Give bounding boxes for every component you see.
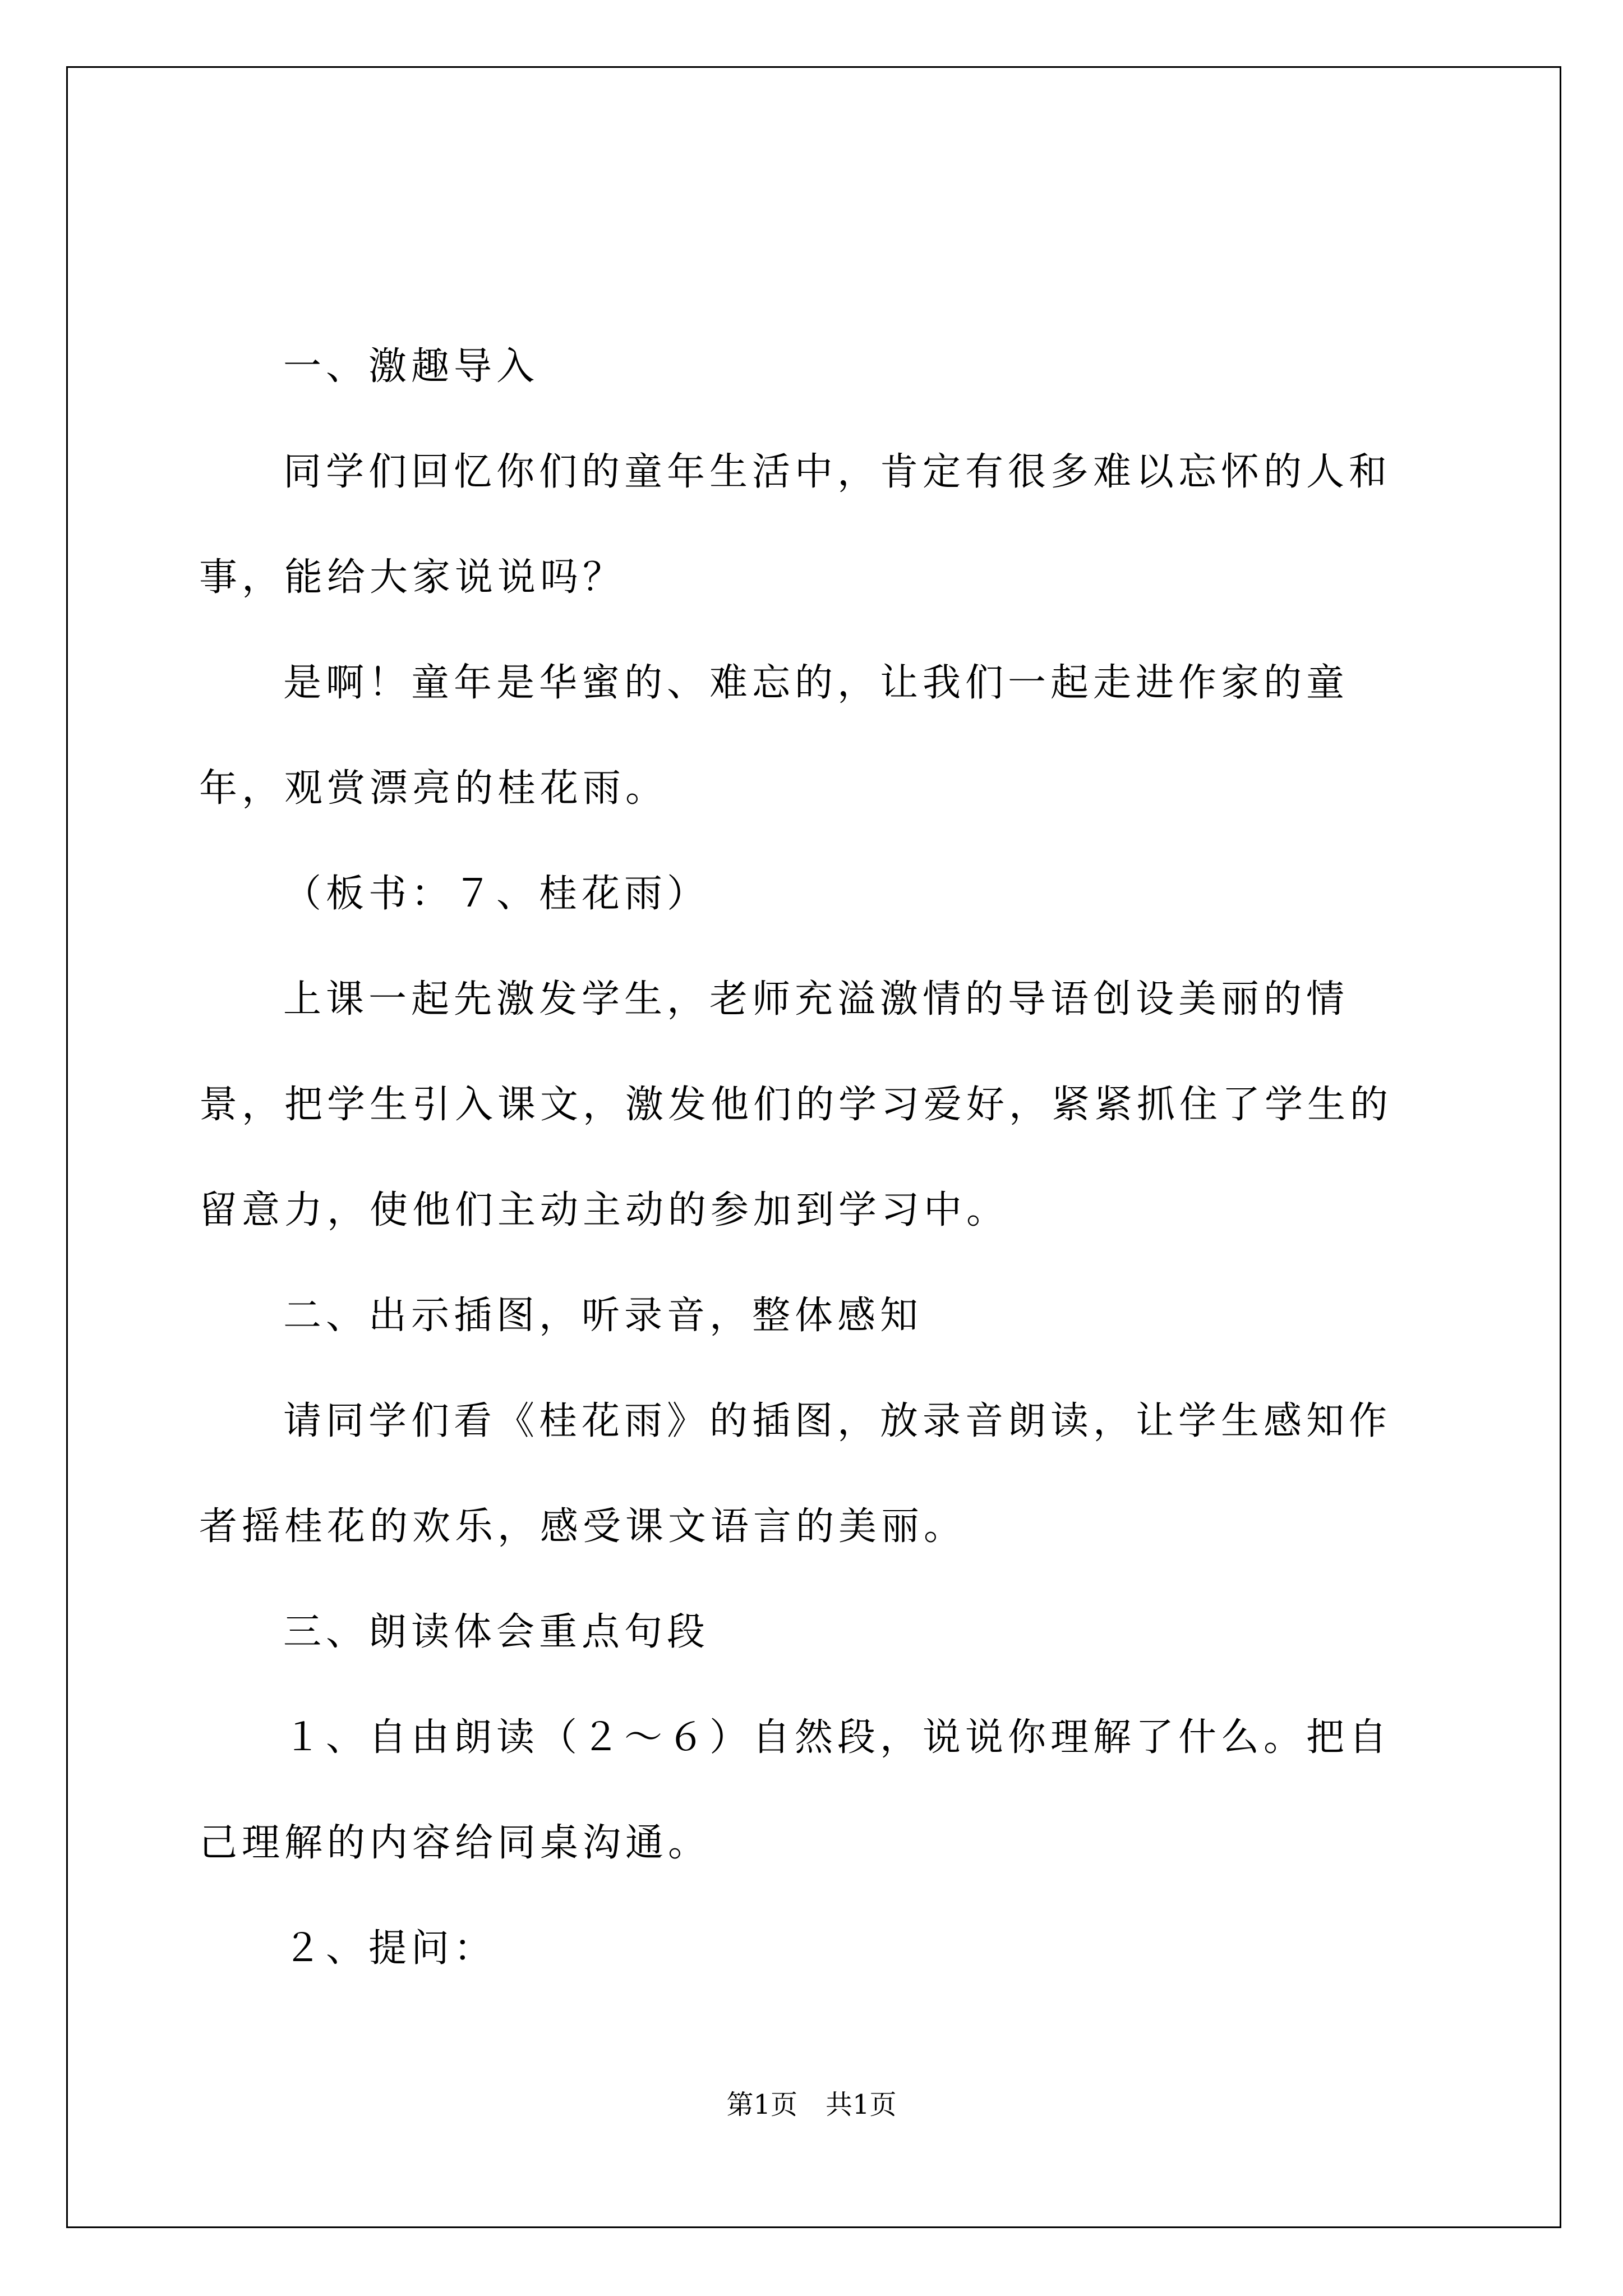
page-total: 共1页: [826, 2089, 897, 2120]
paragraph-board-title: （板书：７、桂花雨）: [283, 872, 710, 916]
page-number: 第1页: [726, 2089, 797, 2120]
paragraph-childhood-answer: 是啊！童年是华蜜的、难忘的，让我们一起走进作家的童年，观赏漂亮的桂花雨。: [199, 661, 1349, 811]
heading-section-1: 一、激趣导入: [283, 344, 540, 389]
paragraph-childhood-question: 同学们回忆你们的童年生活中，肯定有很多难以忘怀的人和事，能给大家说说吗？: [199, 450, 1392, 600]
paragraph-questions: ２、提问：: [283, 1926, 497, 1971]
paragraph-illustration: 请同学们看《桂花雨》的插图，放录音朗读，让学生感知作者摇桂花的欢乐，感受课文语言的美丽。: [199, 1399, 1392, 1549]
document-body: [199, 314, 1433, 2001]
heading-section-2: 二、出示插图，听录音，整体感知: [283, 1294, 923, 1338]
heading-section-3: 三、朗读体会重点句段: [283, 1610, 710, 1654]
paragraph-intro-comment: 上课一起先激发学生，老师充溢激情的导语创设美丽的情景，把学生引入课文，激发他们的学习爱好，紧紧抓住了学生的留意力，使他们主动主动的参加到学习中。: [199, 977, 1393, 1232]
page-footer: [0, 2088, 1623, 2122]
paragraph-free-reading: １、自由朗读（２～６）自然段，说说你理解了什么。把自己理解的内容给同桌沟通。: [199, 1715, 1392, 1865]
